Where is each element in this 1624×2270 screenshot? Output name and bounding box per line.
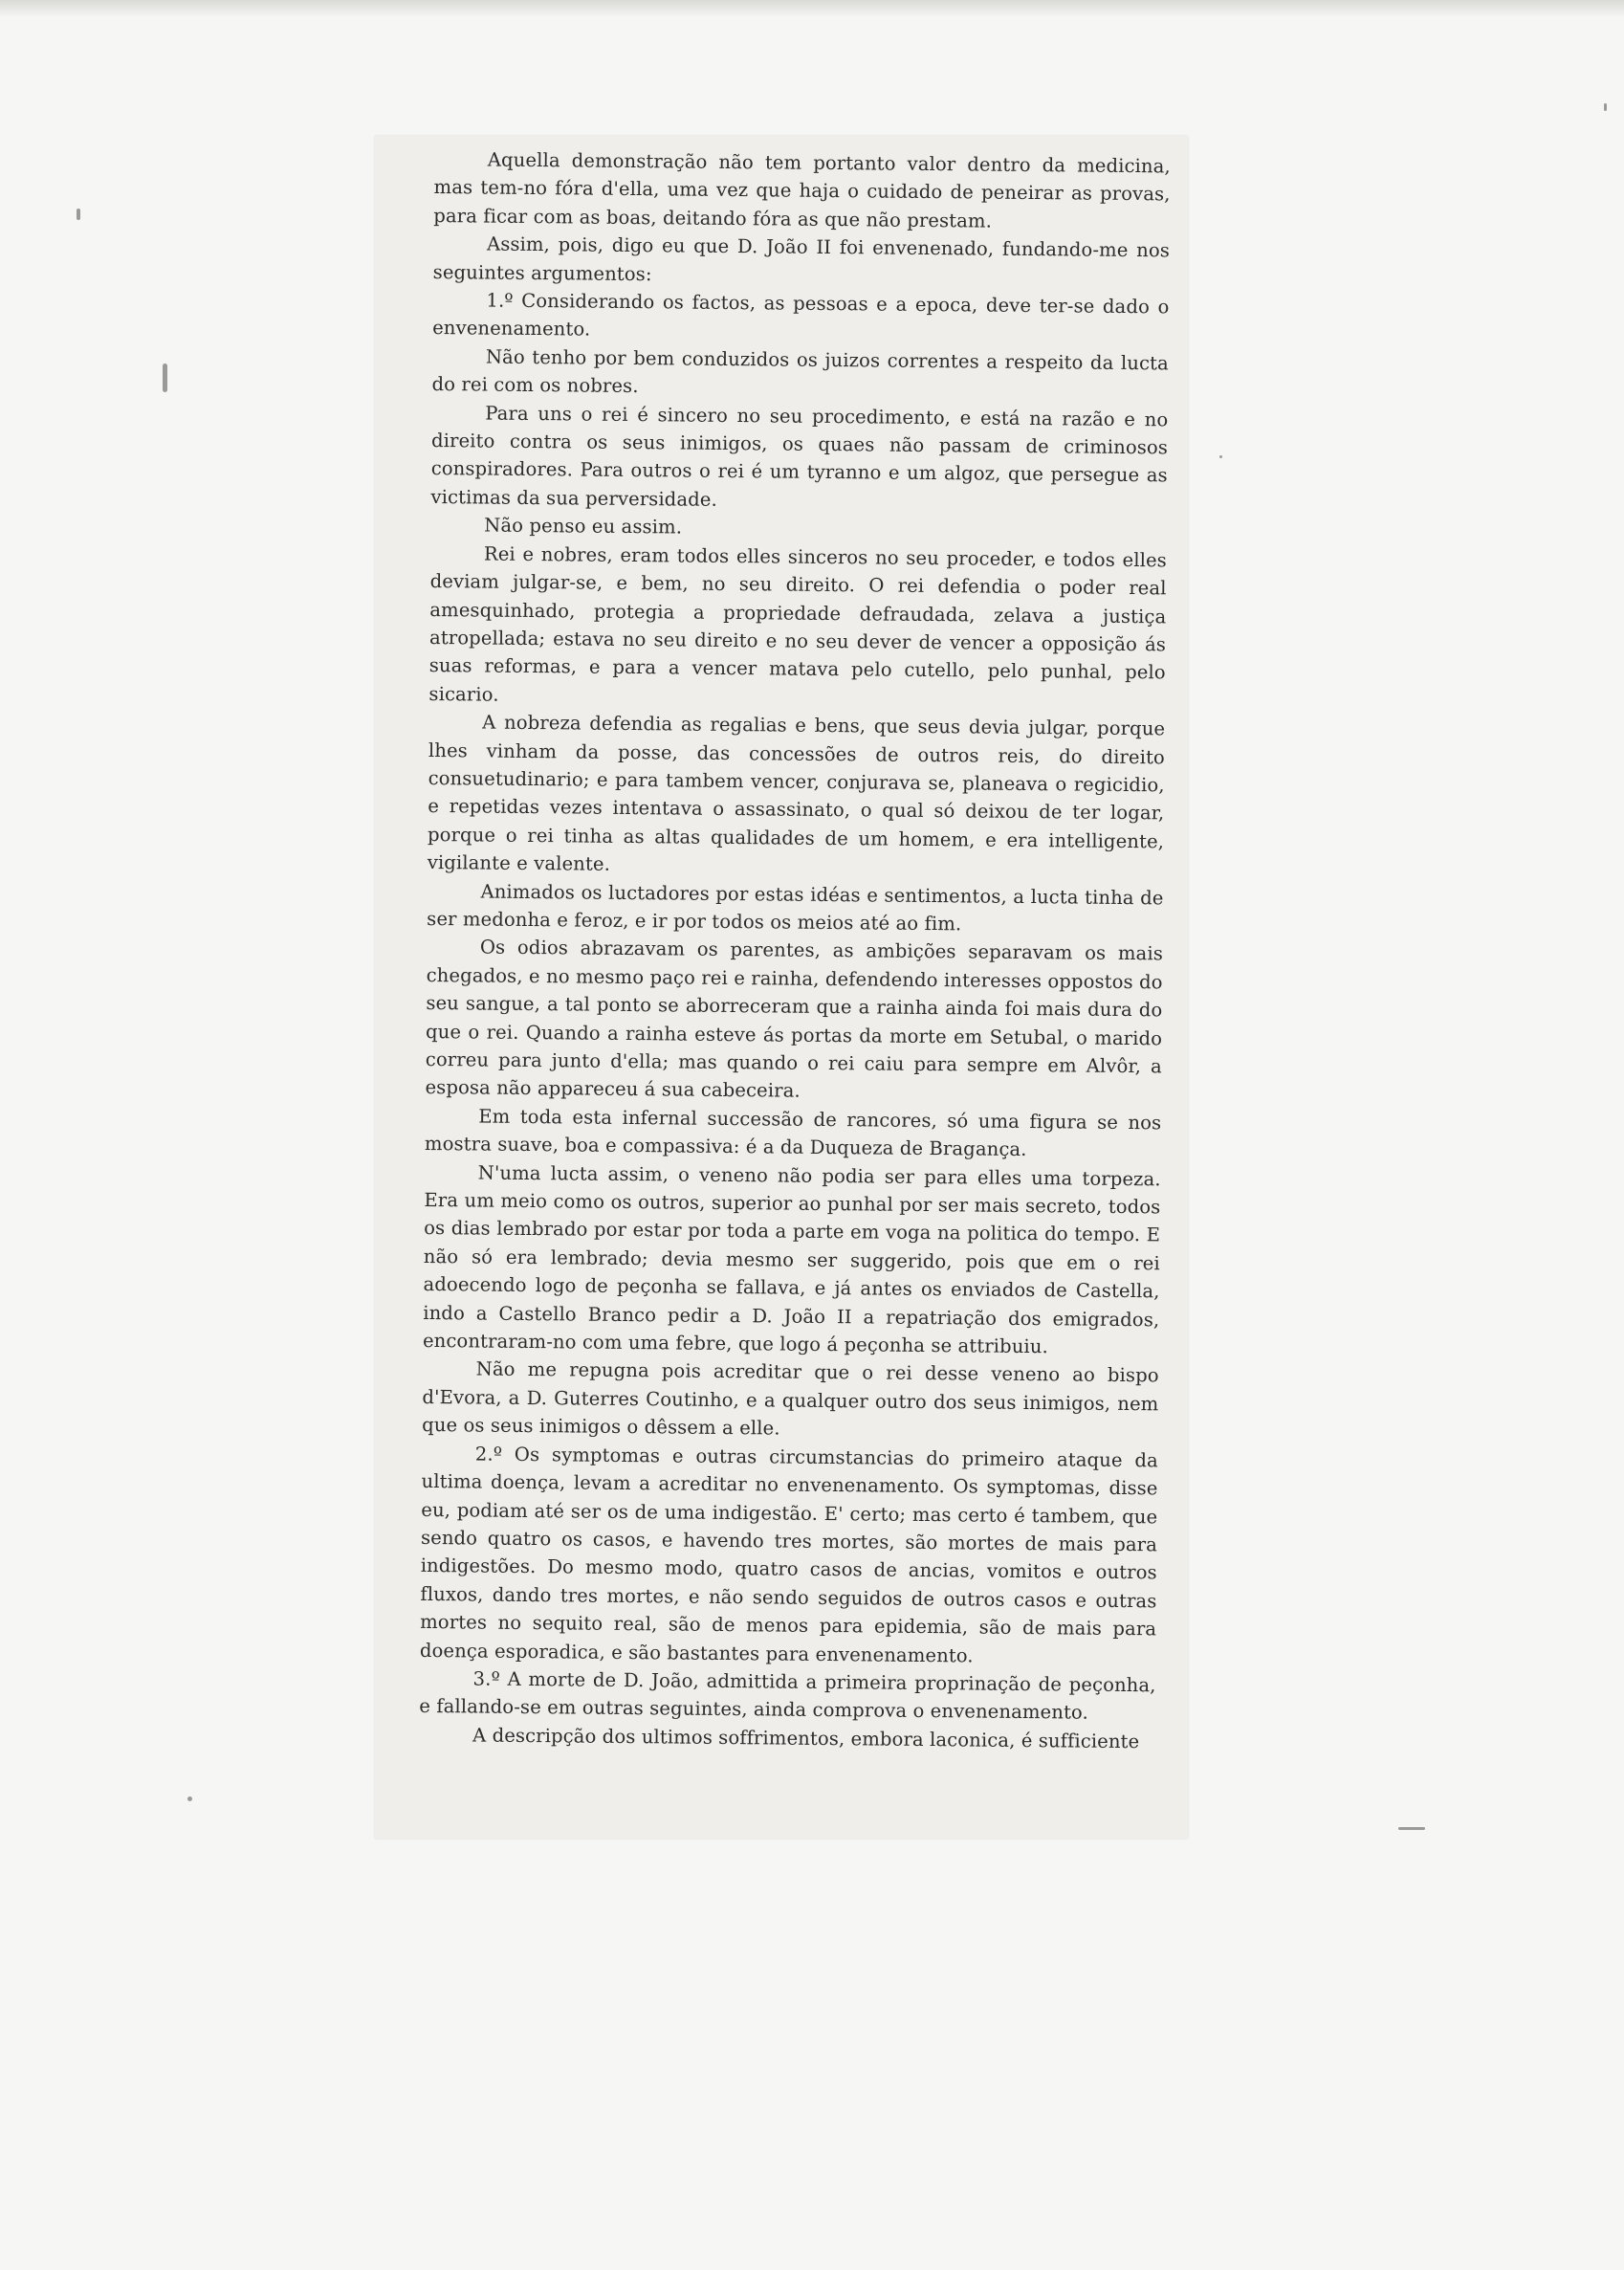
newspaper-clipping: [375, 136, 1188, 1839]
paragraph: N'uma lucta assim, o veneno não podia ser para elles uma torpeza. Era um meio como os outros, superior ao punhal por ser mais secreto, todos os dias lembrado por estar por toda a parte em voga na politica do tempo. E não só era lembrado; devia mesmo ser suggerido, pois que em o rei adoecendo logo de peçonha se fallava, e já antes os enviados de Castella, indo a Castello Branco pedir a D. João II a repatriação dos emigrados, encontraram-no com uma febre, que logo á peçonha se attribuiu.: [422, 1161, 1161, 1358]
paragraph: 3.º A morte de D. João, admittida a primeira proprinação de peçonha, e fallando-se em outras seguintes, ainda comprova o envenenamento.: [419, 1667, 1156, 1724]
paragraph: Para uns o rei é sincero no seu procedimento, e está na razão e no direito contra os seus inimigos, os quaes não passam de criminosos conspiradores. Para outros o rei é um tyranno e um algoz, que persegue as victimas da sua perversidade.: [430, 402, 1169, 511]
paragraph: 2.º Os symptomas e outras circumstancias do primeiro ataque da ultima doença, levam a acreditar no envenenamento. Os symptomas, disse eu, podiam até ser os de uma indigestão. E' certo; mas certo é tambem, que sendo quatro os casos, e havendo tres mortes, são mortes de mais para indigestões. Do mesmo modo, quatro casos de ancias, vomitos e outros fluxos, dando tres mortes, e não sendo seguidos de outros casos e outras mortes no sequito real, são de menos para epidemia, são de mais para doença esporadica, e são bastantes para envenenamento.: [419, 1443, 1158, 1667]
paragraph: Não me repugna pois acreditar que o rei desse veneno ao bispo d'Evora, a D. Guterres Coutinho, e a qualquer outro dos seus inimigos, nem que os seus inimigos o dêssem a elle.: [422, 1357, 1159, 1440]
paragraph: Não penso eu assim.: [484, 514, 683, 539]
paragraph: A descripção dos ultimos soffrimentos, embora laconica, é sufficiente: [472, 1724, 1140, 1752]
scan-top-edge: [0, 0, 1624, 17]
paragraph: Assim, pois, digo eu que D. João II foi envenenado, fundando-me nos seguintes argumentos:: [432, 232, 1171, 285]
scan-speck: [1604, 103, 1607, 111]
paragraph: Os odios abrazavam os parentes, as ambições separavam os mais chegados, e no mesmo paço rei e rainha, defendendo interesses oppostos do seu sangue, a tal ponto se aborreceram que a rainha ainda foi mais dura do que o rei. Quando a rainha esteve ás portas da morte em Setubal, o marido correu para junto d'ella; mas quando o rei caiu para sempre em Alvôr, a esposa não appareceu á sua cabeceira.: [425, 936, 1164, 1103]
scan-speck: [187, 1796, 192, 1801]
paragraph: A nobreza defendia as regalias e bens, que seus devia julgar, porque lhes vinham da posse, das concessões de outros reis, do direito consuetudinario; e para tambem vencer, conjurava se, planeava o regicidio, e repetidas vezes intentava o assassinato, o qual só deixou de ter logar, porque o rei tinha as altas qualidades de um homem, e era intelligente, vigilante e valente.: [427, 711, 1166, 875]
paragraph: 1.º Considerando os factos, as pessoas e a epoca, deve ter-se dado o envenenamento.: [432, 289, 1170, 342]
paragraph: Em toda esta infernal successão de rancores, só uma figura se nos mostra suave, boa e compassiva: é a da Duqueza de Bragança.: [424, 1105, 1162, 1161]
scan-speck: [163, 364, 167, 392]
paragraph: Rei e nobres, eram todos elles sinceros no seu proceder, e todos elles deviam julgar-se, e bem, no seu direito. O rei defendia o poder real amesquinhado, protegia a propriedade defraudada, zelava a justiça atropellada; estava no seu direito e no seu dever de vencer a opposição ás suas reformas, e para a vencer matava pelo cutello, pelo punhal, pelo sicario.: [428, 542, 1167, 706]
clipping-text-column: [419, 145, 1171, 1755]
paragraph: Aquella demonstração não tem portanto valor dentro da medicina, mas tem-no fóra d'ella, uma vez que haja o cuidado de peneirar as provas, para ficar com as boas, deitando fóra as que não prestam.: [433, 148, 1171, 232]
scan-speck: [1398, 1827, 1425, 1830]
scan-speck: [77, 209, 80, 220]
scan-speck: [1219, 455, 1222, 458]
paragraph: Animados os luctadores por estas idéas e sentimentos, a lucta tinha de ser medonha e feroz, e ir por todos os meios até ao fim.: [427, 880, 1164, 936]
paragraph: Não tenho por bem conduzidos os juizos correntes a respeito da lucta do rei com os nobres.: [431, 345, 1169, 398]
